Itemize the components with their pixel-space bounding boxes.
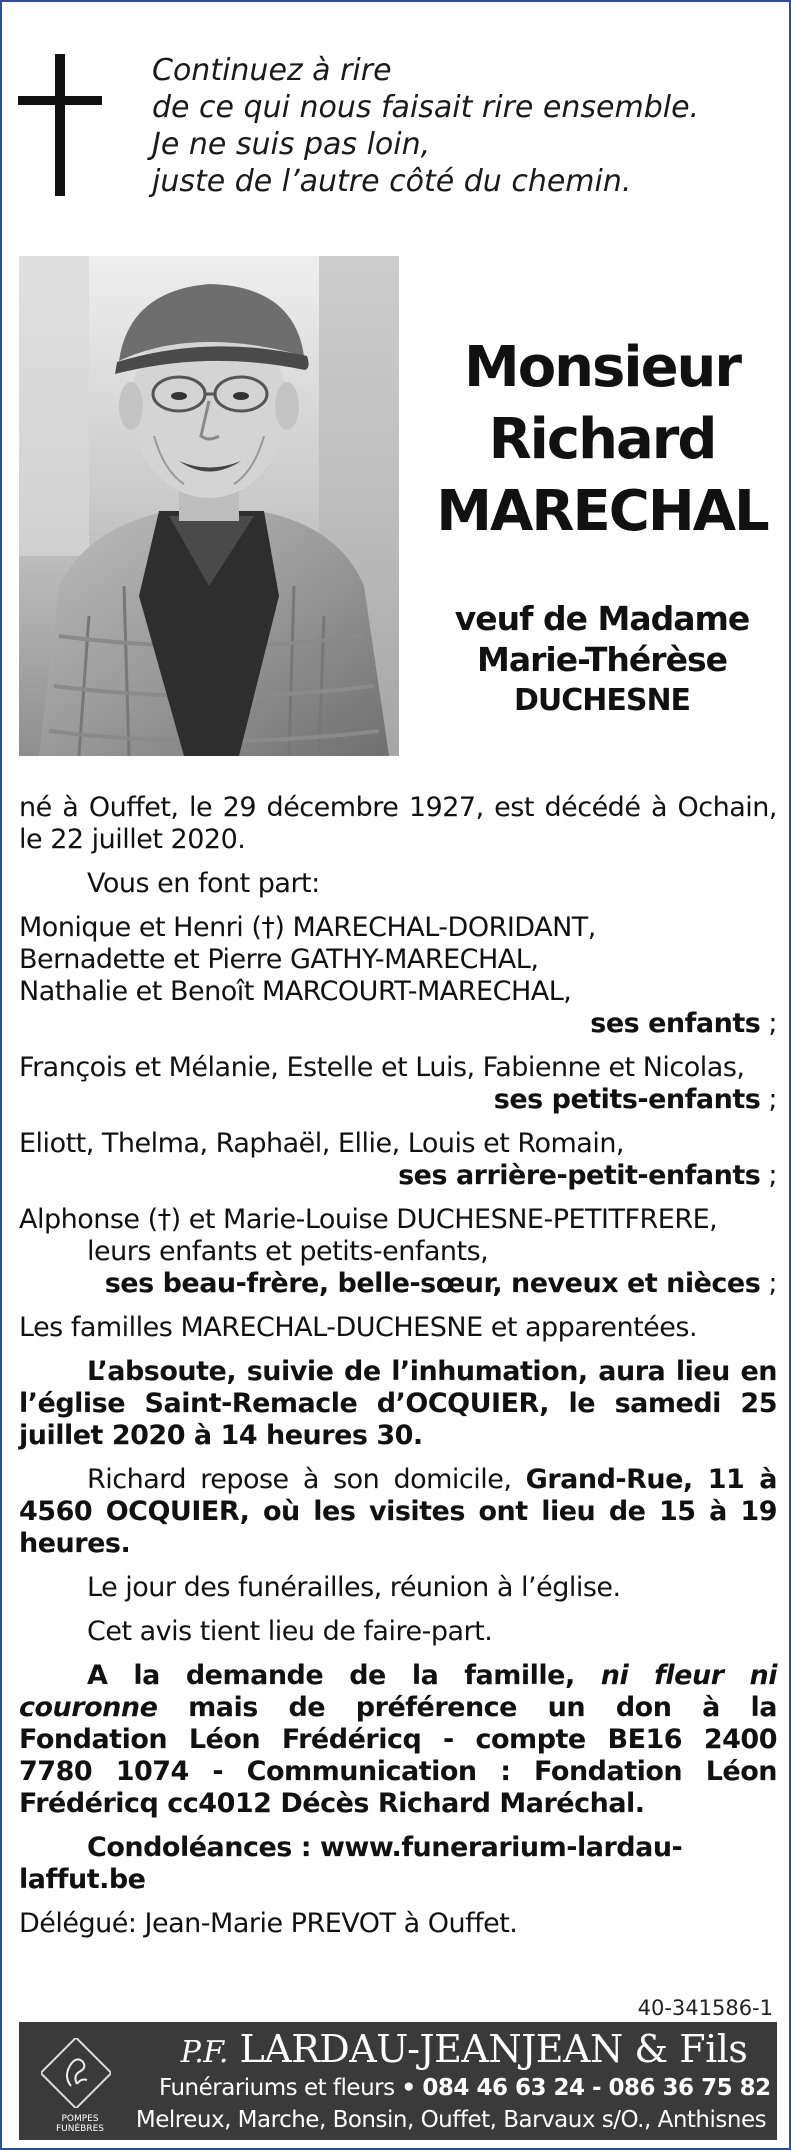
funeral-home-banner — [19, 2022, 777, 2140]
in-laws-label-text: ses beau-frère, belle-sœur, neveux et nièces — [104, 1268, 761, 1299]
portrait-photo — [19, 256, 399, 756]
children-label: ses enfants ; — [590, 1008, 777, 1039]
in-laws-line: Alphonse (†) et Marie-Louise DUCHESNE-PETITFRERE, — [19, 1204, 718, 1235]
ceremony-line: L’absoute, suivie de l’inhumation, aura lieu en l’église Saint-Remacle d’OCQUIER, le samedi 25 juillet 2020 à 14 heures 30. — [19, 1356, 777, 1451]
delegate-line: Délégué: Jean-Marie PREVOT à Ouffet. — [19, 1908, 518, 1939]
poem — [152, 52, 699, 200]
deceased-name — [422, 332, 782, 548]
pf-prefix: P.F. — [180, 2035, 228, 2070]
families-line: Les familles MARECHAL-DUCHESNE et apparentées. — [19, 1312, 698, 1343]
name-first: Richard — [488, 407, 716, 472]
grandchildren-label-text: ses petits-enfants — [493, 1084, 761, 1115]
children-label-text: ses enfants — [590, 1008, 761, 1039]
grandchildren-line: François et Mélanie, Estelle et Luis, Fabienne et Nicolas, — [19, 1052, 745, 1083]
rests-line — [19, 1464, 777, 1560]
funeral-home-logo-icon — [41, 2038, 111, 2108]
portrait-image — [19, 256, 399, 756]
poem-line: juste de l’autre côté du chemin. — [152, 164, 632, 199]
child-line: Bernadette et Pierre GATHY-MARECHAL, — [19, 944, 539, 975]
company-name — [159, 2026, 769, 2076]
great-grandchildren-line: Eliott, Thelma, Raphaël, Ellie, Louis et Romain, — [19, 1128, 625, 1159]
announce-line: Vous en font part: — [87, 868, 320, 899]
poem-line: Continuez à rire — [152, 53, 392, 88]
rests-address: Grand-Rue, 11 à 4560 OCQUIER, où les visites ont lieu de 15 à 19 heures. — [19, 1464, 777, 1559]
locations: Melreux, Marche, Bonsin, Ouffet, Barvaux s/O., Anthisnes — [135, 2107, 767, 2133]
cross-icon — [18, 54, 102, 196]
child-line: Monique et Henri (†) MARECHAL-DORIDANT, — [19, 912, 596, 943]
request-italic: ni fleur ni couronne — [19, 1660, 777, 1723]
logo-caption: POMPES FUNÈBRES — [55, 2114, 104, 2134]
widow-line: veuf de Madame — [454, 599, 750, 638]
birth-death-line: né à Ouffet, le 29 décembre 1927, est décédé à Ochain, le 22 juillet 2020. — [19, 792, 777, 855]
widow-line: Marie-Thérèse — [477, 640, 727, 679]
great-grandchildren-label: ses arrière-petit-enfants ; — [398, 1160, 777, 1191]
company-label: LARDAU-JEANJEAN & Fils — [239, 2027, 748, 2071]
request-line — [19, 1660, 777, 1820]
services-label: Funérariums et fleurs — [159, 2075, 395, 2101]
meeting-line: Le jour des funérailles, réunion à l’église. — [87, 1572, 621, 1603]
poem-line: de ce qui nous faisait rire ensemble. — [152, 90, 700, 125]
phone-numbers: 084 46 63 24 - 086 36 75 82 — [422, 2075, 771, 2101]
notice-body — [19, 792, 777, 1940]
name-last: MARECHAL — [436, 479, 768, 544]
widow-of — [422, 598, 782, 721]
reference-number: 40-341586-1 — [637, 1996, 773, 2020]
condolences-line: Condoléances : www.funerarium-lardau-laffut.be — [19, 1832, 683, 1895]
services-phones: Funérariums et fleurs • 084 46 63 24 - 086 36 75 82 — [159, 2075, 771, 2101]
notice-line: Cet avis tient lieu de faire-part. — [87, 1616, 493, 1647]
name-title: Monsieur — [463, 335, 741, 400]
in-laws-line: leurs enfants et petits-enfants, — [87, 1236, 489, 1267]
rests-prefix: Richard repose à son domicile, — [87, 1464, 512, 1495]
great-grandchildren-label-text: ses arrière-petit-enfants — [398, 1160, 761, 1191]
poem-line: Je ne suis pas loin, — [152, 127, 431, 162]
widow-line: DUCHESNE — [513, 683, 691, 718]
in-laws-label: ses beau-frère, belle-sœur, neveux et nièces ; — [104, 1268, 777, 1299]
request-part-1: A la demande de la famille, — [87, 1660, 575, 1691]
grandchildren-label: ses petits-enfants ; — [493, 1084, 777, 1115]
child-line: Nathalie et Benoît MARCOURT-MARECHAL, — [19, 976, 572, 1007]
request-part-2: mais de préférence un don à la Fondation Léon Frédéricq - compte BE16 2400 7780 1074 - Communication : Fondation Léon Frédéricq cc4012 Décès Richard Maréchal. — [19, 1692, 777, 1819]
